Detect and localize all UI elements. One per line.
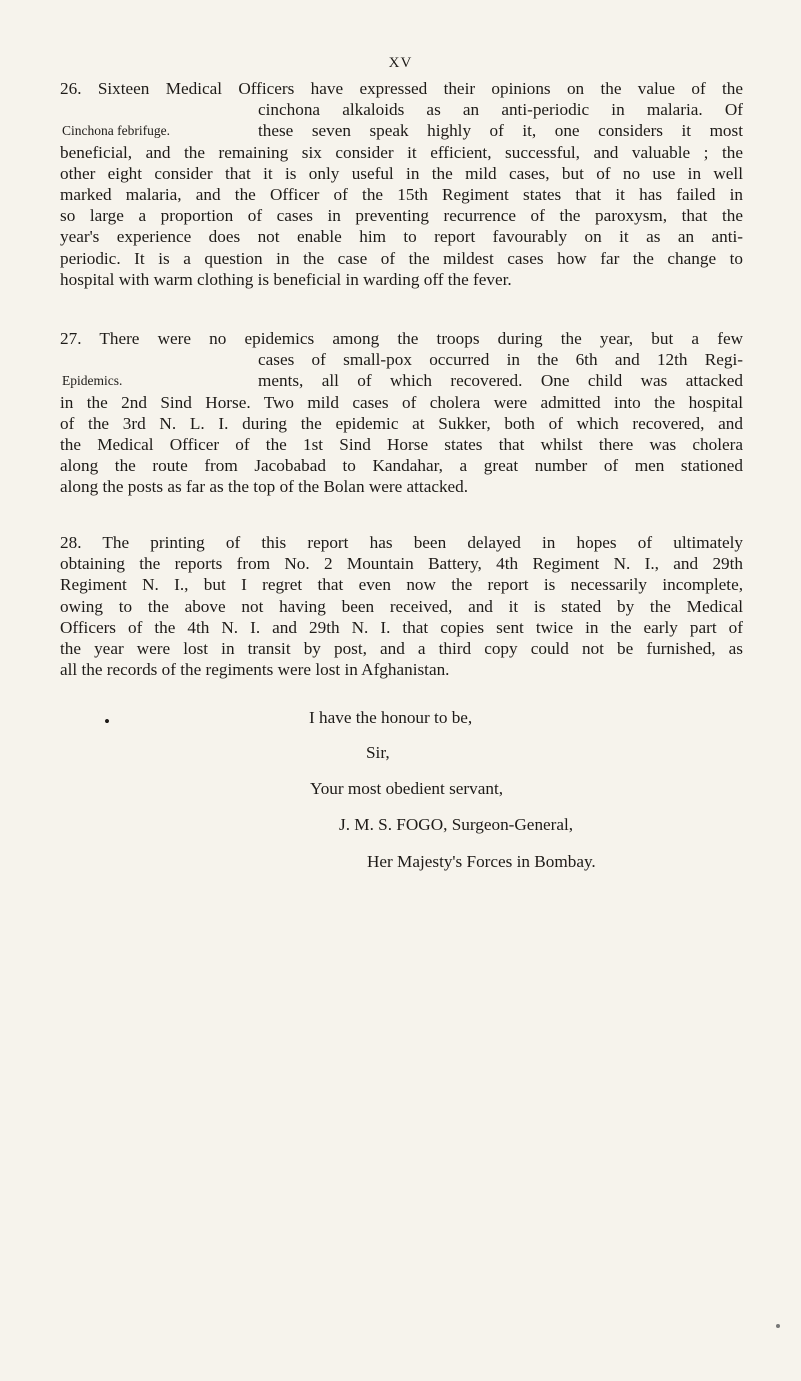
para26-line-6: marked malaria, and the Officer of the 15th Regiment states that it has failed in: [60, 185, 743, 205]
para26-line-2: cinchona alkaloids as an anti-periodic in malaria. Of: [258, 100, 743, 120]
para27-hanging-block: [60, 349, 743, 391]
para28-line-6: the year were lost in transit by post, and a third copy could not be furnished, as: [60, 639, 743, 659]
closing-honour: I have the honour to be,: [309, 708, 473, 727]
para26-line-4: beneficial, and the remaining six consider it efficient, successful, and valuable ; the: [60, 142, 743, 162]
para27-line-5: of the 3rd N. L. I. during the epidemic at Sukker, both of which recovered, and: [60, 413, 743, 433]
para27-line-3: ments, all of which recovered. One child was attacked: [258, 371, 743, 391]
page-number: XV: [388, 55, 413, 71]
para26-hanging-block: [60, 99, 743, 141]
signature-title: Her Majesty's Forces in Bombay.: [367, 852, 596, 871]
closing-sir: Sir,: [366, 743, 390, 762]
para27-hanging-lines: [258, 349, 743, 391]
para26-hanging-lines: [258, 99, 743, 141]
paragraph-27: [60, 328, 743, 498]
para27-line-1: 27. There were no epidemics among the troops during the year, but a few: [60, 329, 743, 348]
para28-line-3: Regiment N. I., but I regret that even now the report is necessarily incomplete,: [60, 575, 743, 595]
para26-line-8: year's experience does not enable him to report favourably on it as an anti-: [60, 227, 743, 247]
marginal-note-epidemics: Epidemics.: [62, 373, 123, 389]
para28-line-2: obtaining the reports from No. 2 Mountain Battery, 4th Regiment N. I., and 29th: [60, 554, 743, 574]
marginal-note-cinchona: Cinchona febrifuge.: [62, 123, 170, 139]
para26-line-3: these seven speak highly of it, one considers it most: [258, 121, 743, 141]
para27-line-6: the Medical Officer of the 1st Sind Horse states that whilst there was cholera: [60, 435, 743, 455]
para28-line-7: all the records of the regiments were lost in Afghanistan.: [60, 660, 450, 680]
paper-speck: [776, 1324, 780, 1328]
para28-line-1: 28. The printing of this report has been delayed in hopes of ultimately: [60, 533, 743, 552]
para27-line-8: along the posts as far as the top of the Bolan were attacked.: [60, 477, 469, 497]
paragraph-26: [60, 78, 743, 290]
paragraph-28: [60, 532, 743, 680]
closing-servant: Your most obedient servant,: [310, 779, 504, 798]
para26-line-9: periodic. It is a question in the case of the mildest cases how far the change to: [60, 248, 743, 268]
para26-line-7: so large a proportion of cases in preventing recurrence of the paroxysm, that the: [60, 206, 743, 226]
para27-line-7: along the route from Jacobabad to Kandahar, a great number of men stationed: [60, 456, 743, 476]
signature: J. M. S. FOGO, Surgeon-General,: [339, 815, 574, 834]
para28-line-4: owing to the above not having been received, and it is stated by the Medical: [60, 596, 743, 616]
para27-line-4: in the 2nd Sind Horse. Two mild cases of cholera were admitted into the hospital: [60, 392, 743, 412]
para27-line-2: cases of small-pox occurred in the 6th and 12th Regi-: [258, 350, 743, 370]
para28-line-5: Officers of the 4th N. I. and 29th N. I. that copies sent twice in the early part of: [60, 617, 743, 637]
closing-bullet: •: [104, 712, 111, 731]
para26-line-5: other eight consider that it is only useful in the mild cases, but of no use in well: [60, 163, 743, 183]
para26-line-1: 26. Sixteen Medical Officers have expressed their opinions on the value of the: [60, 79, 743, 98]
para26-line-10: hospital with warm clothing is beneficial in warding off the fever.: [60, 269, 512, 289]
